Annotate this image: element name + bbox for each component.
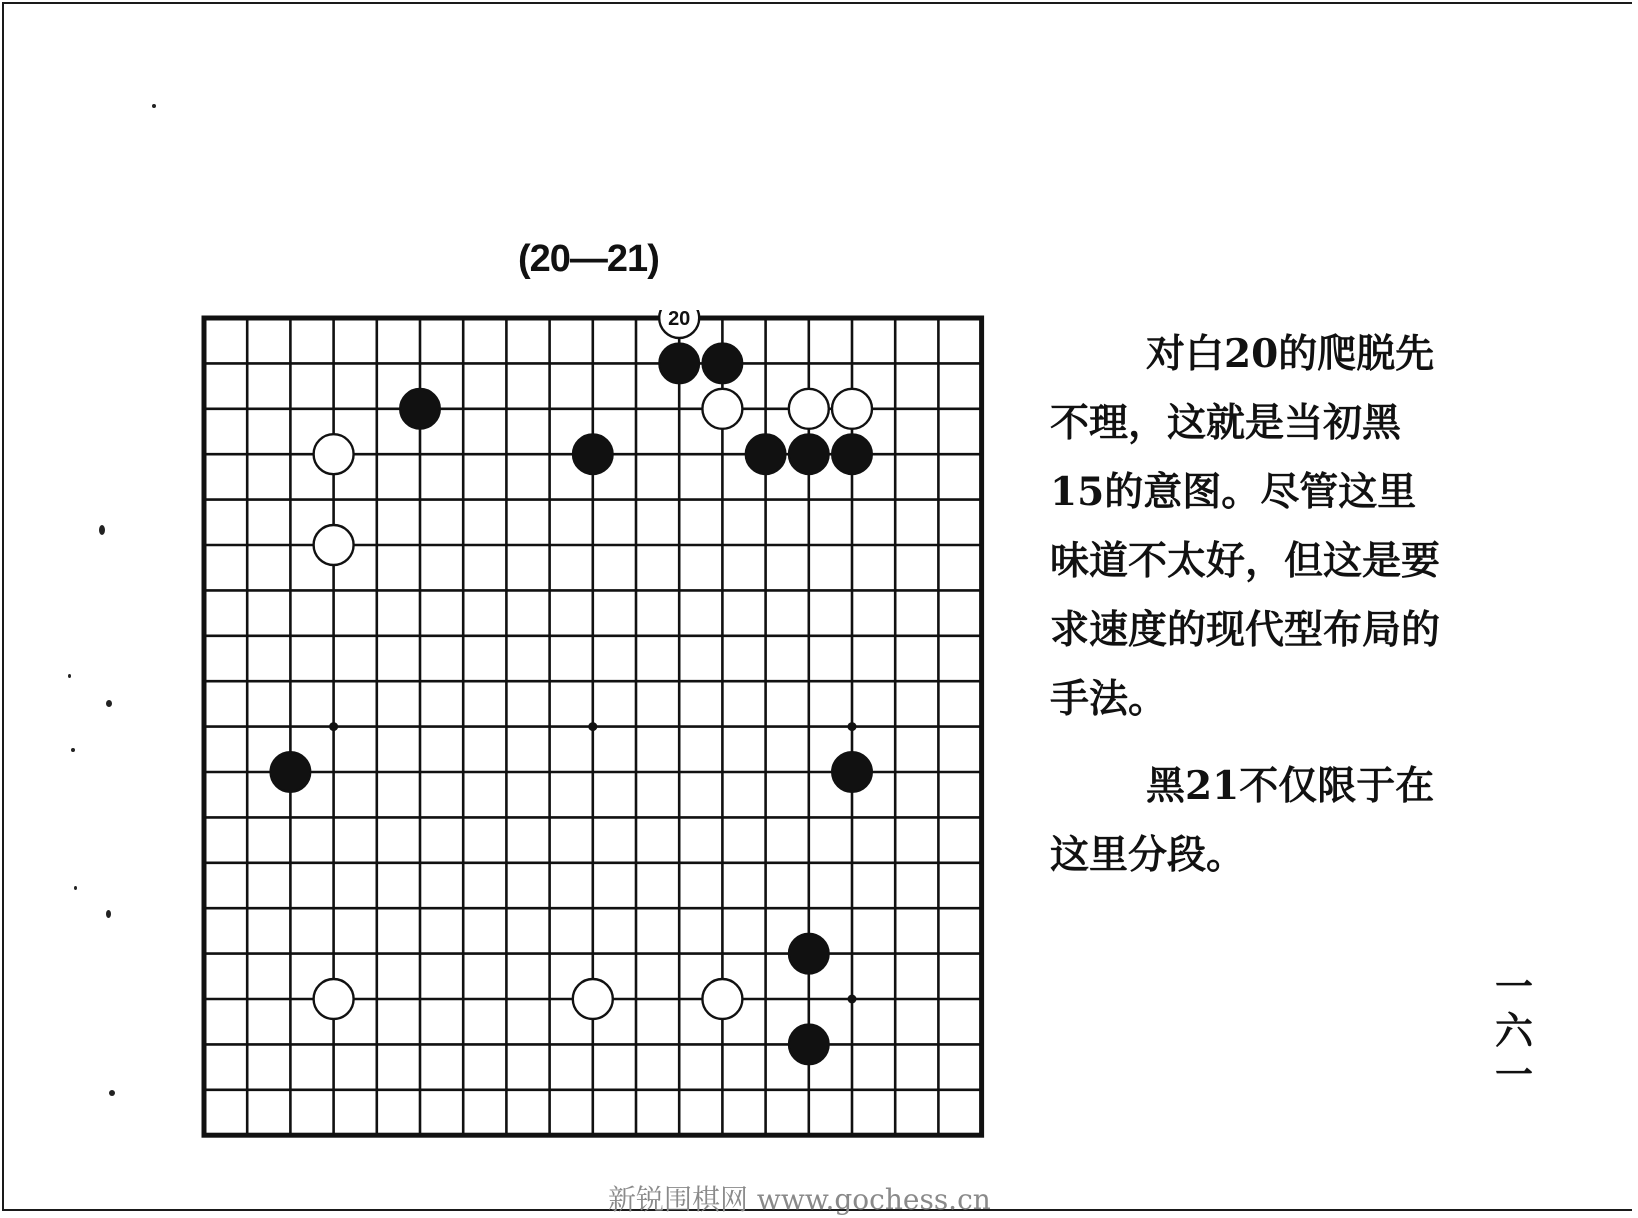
black-stone [702,343,742,383]
page-number-char-1: 一 [1494,964,1533,1009]
scan-speck [106,910,111,918]
star-point [329,722,338,731]
star-point [848,722,857,731]
black-stone [832,752,872,792]
black-stone [270,752,310,792]
watermark: 新锐围棋网 www.gochess.cn [608,1183,991,1216]
commentary-paragraph-2: 黑21不仅限于在这里分段。 [1050,763,1435,878]
black-stone [400,389,440,429]
white-stone [832,389,872,429]
scan-speck [71,748,75,752]
black-stone [789,1024,829,1064]
white-stone [314,525,354,565]
white-stone [702,979,742,1019]
black-stone [789,434,829,474]
page-number-char-2: 六 [1494,1008,1533,1053]
black-stone [573,434,613,474]
white-stone [573,979,613,1019]
scan-speck [68,674,71,678]
scan-speck [99,525,105,535]
scan-speck [106,700,112,707]
commentary [1050,320,1450,890]
star-point [848,995,857,1004]
white-stone [789,389,829,429]
white-stone [314,434,354,474]
scan-speck [152,104,156,108]
diagram-title: (20—21) [518,238,659,280]
page-number [1494,965,1534,1097]
scan-speck [74,886,77,890]
black-stone [789,934,829,974]
black-stone [746,434,786,474]
scan-speck [109,1090,115,1096]
stone-number-label: 20 [668,310,691,330]
go-board [196,310,986,1150]
page-number-char-3: 一 [1494,1052,1533,1097]
black-stone [832,434,872,474]
black-stone [659,343,699,383]
white-stone [702,389,742,429]
star-point [588,722,597,731]
white-stone [314,979,354,1019]
commentary-paragraph-1: 对白20的爬脱先不理，这就是当初黑15的意图。尽管这里味道不太好，但这是要求速度的现代型布局的手法。 [1050,331,1441,722]
